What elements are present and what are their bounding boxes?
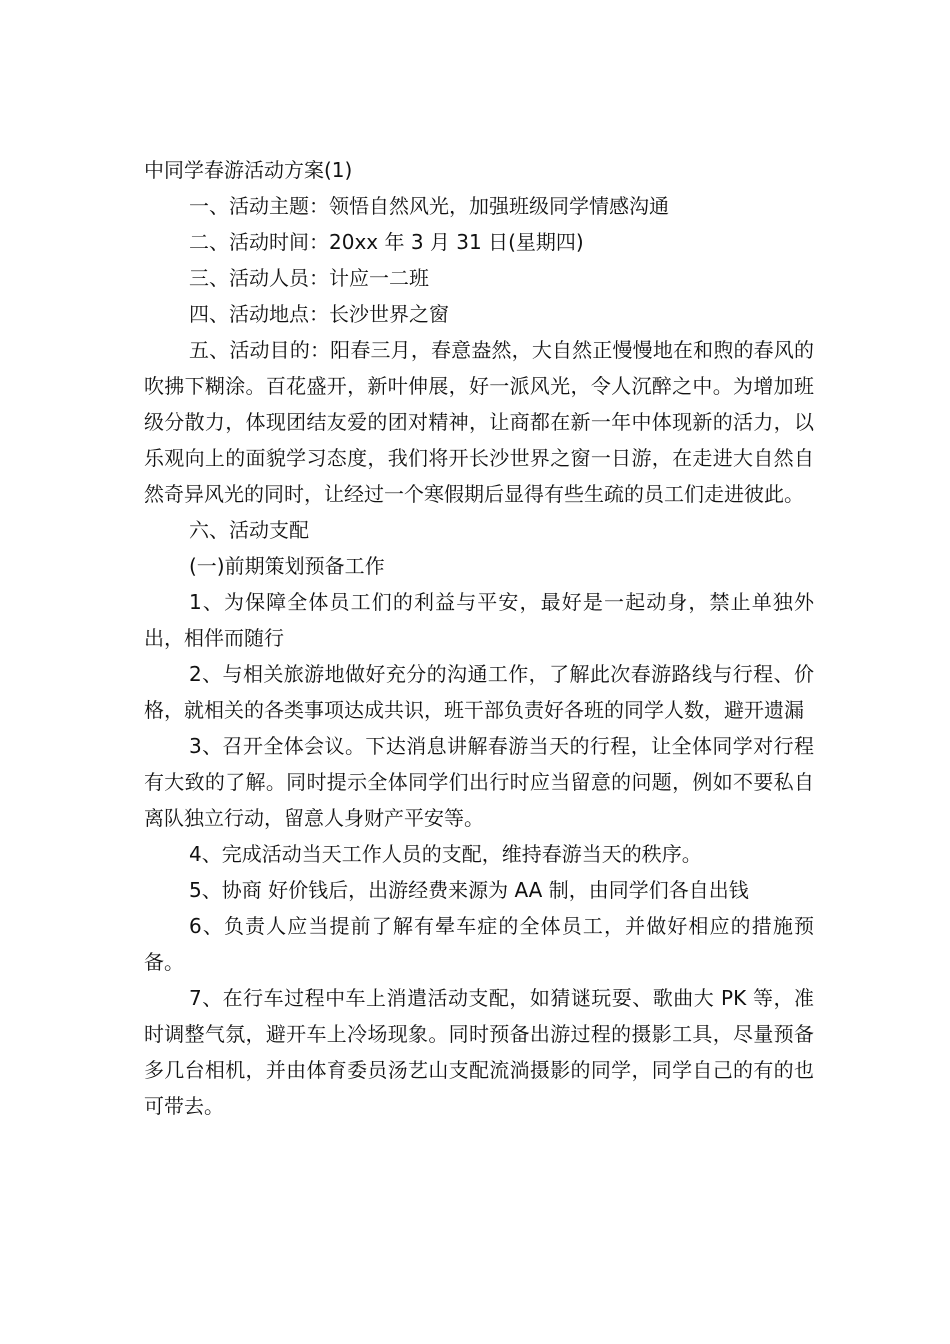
paragraph-location: 四、活动地点：长沙世界之窗	[189, 302, 449, 326]
paragraph-theme: 一、活动主题：领悟自然风光，加强班级同学情感沟通	[189, 194, 669, 218]
subsection-heading-preparation: (一)前期策划预备工作	[189, 554, 385, 578]
list-item-2: 2、与相关旅游地做好充分的沟通工作，了解此次春游路线与行程、价格，就相关的各类事项达成共识，班干部负责好各班的同学人数，避开遗漏	[144, 662, 814, 722]
list-item-3: 3、召开全体会议。下达消息讲解春游当天的行程，让全体同学对行程有大致的了解。同时提示全体同学们出行时应当留意的问题，例如不要私自离队独立行动，留意人身财产平安等。	[144, 734, 814, 830]
list-item-6: 6、负责人应当提前了解有晕车症的全体员工，并做好相应的措施预备。	[144, 914, 814, 974]
list-item-4: 4、完成活动当天工作人员的支配，维持春游当天的秩序。	[189, 842, 702, 866]
list-item-5: 5、协商 好价钱后，出游经费来源为 AA 制，由同学们各自出钱	[189, 878, 749, 902]
list-item-1: 1、为保障全体员工们的利益与平安，最好是一起动身，禁止单独外出，相伴而随行	[144, 590, 814, 650]
list-item-7: 7、在行车过程中车上消遣活动支配，如猜谜玩耍、歌曲大 PK 等，准时调整气氛，避开车上冷场现象。同时预备出游过程的摄影工具，尽量预备多几台相机，并由体育委员汤艺山支配流淌摄影的同学，同学自己的有的也可带去。	[144, 986, 814, 1118]
document-title: 中同学春游活动方案(1)	[144, 158, 353, 182]
paragraph-purpose: 五、活动目的：阳春三月，春意盎然，大自然正慢慢地在和煦的春风的吹拂下糊涂。百花盛开，新叶伸展，好一派风光，令人沉醉之中。为增加班级分散力，体现团结友爱的团对精神，让商都在新一年中体现新的活力，以乐观向上的面貌学习态度，我们将开长沙世界之窗一日游，在走进大自然自然奇异风光的同时，让经过一个寒假期后显得有些生疏的员工们走进彼此。	[144, 338, 814, 506]
document-body	[144, 152, 814, 1124]
paragraph-time: 二、活动时间：20xx 年 3 月 31 日(星期四)	[189, 230, 584, 254]
section-heading-arrangement: 六、活动支配	[189, 518, 309, 542]
paragraph-participants: 三、活动人员：计应一二班	[189, 266, 429, 290]
